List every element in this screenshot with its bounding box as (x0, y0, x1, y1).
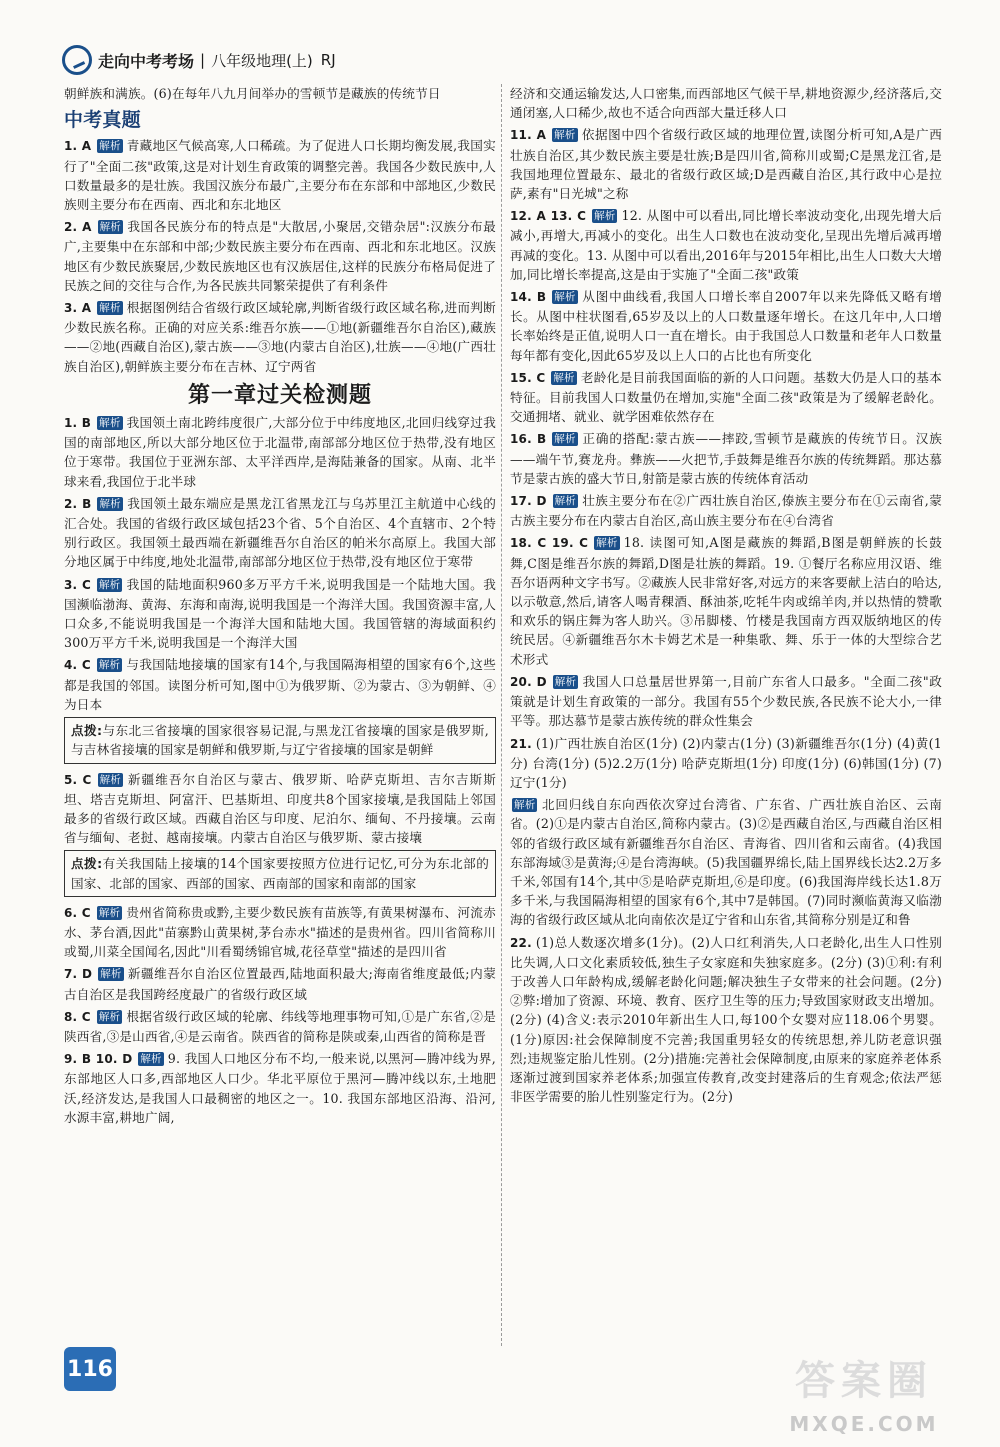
answer-item (510, 287, 942, 365)
answer-number: 14. B (510, 290, 547, 305)
header-subject: 八年级地理(上) (211, 51, 313, 70)
header-edition: RJ (320, 51, 336, 69)
answer-item (64, 413, 496, 491)
tip-box-1 (64, 717, 496, 763)
answer-item (64, 655, 496, 714)
analysis-tag: 解析 (98, 659, 121, 672)
page-number: 116 (64, 1347, 116, 1391)
analysis-tag: 解析 (99, 773, 121, 786)
right-continuation: 经济和交通运输发达,人口密集,而西部地区气候干旱,耕地资源少,经济落后,交通闭塞,人口稀少,故也不适合向西部大量迁移人口 (510, 86, 942, 121)
analysis-tag: 解析 (100, 968, 122, 981)
tip-text: 有关我国陆上接壤的14个国家要按照方位进行记忆,可分为东北部的国家、北部的国家、西部的国家、西南部的国家和南部的国家 (71, 856, 489, 891)
analysis-tag: 解析 (99, 497, 121, 510)
brand-logo-icon (62, 45, 92, 75)
answer-number: 3. A (64, 301, 92, 316)
left-column (64, 84, 496, 1130)
analysis-text: 北回归线自东向西依次穿过台湾省、广东省、广西壮族自治区、云南省。(2)①是内蒙古自治区,简称内蒙古。(3)②是西藏自治区,与西藏自治区相邻的省级行政区域有新疆维吾尔自治区、青海省、四川省和云南省。(4)我国东部海域③是黄海;④是台湾海峡。(5)我国疆界绵长,陆上国界线长达2.2万多千米,邻国有14个,其中⑤是哈萨克斯坦,⑥是印度。(6)我国海岸线长达1.8万多千米,与我国隔海相望的国家有6个,其中7是韩国。(7)同时濒临黄海又临渤海的省级行政区域从北向南依次是辽宁省和山东省,其简称分别是辽和鲁 (510, 797, 942, 928)
answer-item (64, 964, 496, 1003)
answer-item (64, 575, 496, 653)
analysis-tag: 解析 (596, 537, 618, 550)
answer-number: 17. D (510, 494, 547, 509)
analysis-tag: 解析 (594, 210, 616, 223)
page-header (62, 40, 942, 80)
answer-number: 5. C (64, 772, 92, 787)
answer-item (510, 206, 942, 284)
tip-text: 与东北三省接壤的国家很容易记混,与黑龙江省接壤的国家是俄罗斯,与吉林省接壤的国家是朝鲜和俄罗斯,与辽宁省接壤的国家是朝鲜 (71, 723, 489, 758)
analysis-21 (510, 795, 942, 929)
answer-text: 12. 从图中可以看出,同比增长率波动变化,出现先增大后减小,再增大,再减小的变化。出生人口数也在波动变化,呈现出先增后减再增再减的变化。13. 从图中可以看出,2016年与2015年相比,出生人口数大大增加,同比增长率提高,这是由于实施了"全面二孩"政策 (510, 208, 943, 282)
answer-item (510, 125, 942, 203)
answer-key: (1)广西壮族自治区(1分) (2)内蒙古(1分) (3)新疆维吾尔(1分) (4)黄(1分) 台湾(1分) (5)2.2万(1分) 哈萨克斯坦(1分) 印度(1分) (6)韩国(1分) (7)辽宁(1分) (510, 735, 942, 790)
answer-text: 壮族主要分布在②广西壮族自治区,傣族主要分布在①云南省,蒙古族主要分布在内蒙古自治区,高山族主要分布在④台湾省 (510, 493, 942, 529)
answer-text: 9. 我国人口地区分布不均,一般来说,以黑河—腾冲线为界,东部地区人口多,西部地区人口少。华北平原位于黑河—腾冲线以东,土地肥沃,经济发达,是我国人口最稠密的地区之一。10. 我国东部地区沿海、沿河,水源丰富,耕地广阔, (64, 1051, 496, 1125)
chapter-answers-list-b (64, 903, 496, 1127)
answer-text: 贵州省简称贵或黔,主要少数民族有苗族等,有黄果树瀑布、河流赤水、茅台酒,因此"苗寨黔山黄果树,茅台赤水"描述的是贵州省。四川省简称川或蜀,川菜全国闻名,因此"川看蜀绣锦官城,花径草堂"描述的是四川省 (64, 904, 496, 960)
header-separator: | (200, 51, 206, 69)
answer-number: 16. B (510, 432, 547, 447)
answer-number: 1. A (64, 139, 92, 154)
answer-number: 12. A 13. C (510, 209, 587, 224)
answer-text: 新疆维吾尔自治区位置最西,陆地面积最大;海南省维度最低;内蒙古自治区是我国跨经度最广的省级行政区域 (64, 966, 496, 1002)
answer-number: 9. B 10. D (64, 1052, 133, 1067)
answer-number: 2. A (64, 220, 92, 235)
answer-text: 新疆维吾尔自治区与蒙古、俄罗斯、哈萨克斯坦、吉尔吉斯斯坦、塔吉克斯坦、阿富汗、巴基斯坦、印度共8个国家接壤,是我国陆上邻国最多的省级行政区域。西藏自治区与印度、尼泊尔、缅甸、不丹接壤。云南省与缅甸、老挝、越南接壤。内蒙古自治区与俄罗斯、蒙古接壤 (64, 771, 496, 846)
answer-text: 与我国陆地接壤的国家有14个,与我国隔海相望的国家有6个,这些都是我国的邻国。读图分析可知,图中①为俄罗斯、②为蒙古、③为朝鲜、④为日本 (64, 657, 496, 712)
answer-item (510, 429, 942, 488)
analysis-tag: 解析 (514, 799, 536, 812)
answer-number: 22. (510, 935, 532, 950)
answer-number: 11. A (510, 128, 547, 143)
column-divider (501, 84, 502, 1346)
brand-name: 走向中考考场 (98, 51, 195, 71)
answer-item (510, 491, 942, 530)
answer-item (64, 136, 496, 214)
analysis-tag: 解析 (140, 1053, 162, 1066)
answer-text: 根据省级行政区域的轮廓、纬线等地理事物可知,①是广东省,②是陕西省,③是山西省,④是云南省。陕西省的简称是陕或秦,山西省的简称是晋 (64, 1008, 496, 1044)
answer-item-22 (510, 933, 942, 1107)
answer-text: 我国人口总量居世界第一,目前广东省人口最多。"全面二孩"政策就是计划生育政策的一部分。我国有55个少数民族,各民族不论大小,一律平等。那达慕节是蒙古族传统的群众性集会 (510, 673, 942, 729)
intro-continuation: 朝鲜族和满族。(6)在每年八九月间举办的雪顿节是藏族的传统节日 (64, 86, 441, 101)
answer-text: 我国领土最东端应是黑龙江省黑龙江与乌苏里江主航道中心线的汇合处。我国的省级行政区域包括23个省、5个自治区、4个直辖市、2个特别行政区。我国领土最西端在新疆维吾尔自治区的帕米尔高原上。我国大部分地区属于中纬度,地处北温带,南部部分地区位于热带,没有地区位于寒带 (64, 495, 496, 570)
chapter-title: 第一章过关检测题 (187, 382, 372, 408)
answer-number: 6. C (64, 905, 91, 920)
answer-number: 1. B (64, 416, 92, 431)
analysis-tag: 解析 (98, 906, 121, 919)
answer-item-21 (510, 734, 942, 793)
analysis-tag: 解析 (99, 221, 121, 234)
answer-item (510, 533, 942, 668)
section-title-exam: 中考真题 (64, 109, 141, 132)
exam-answers-list (64, 136, 496, 375)
analysis-tag: 解析 (98, 578, 121, 591)
answer-number: 18. C 19. C (510, 536, 589, 551)
answer-text: 我国领土南北跨纬度很广,大部分位于中纬度地区,北回归线穿过我国的南部地区,所以大部分地区位于北温带,南部部分地区位于热带,没有地区位于寒带。我国位于亚洲东部、太平洋西岸,是海陆兼备的国家。从南、北半球来看,我国位于北半球 (64, 415, 496, 489)
answer-number: 7. D (64, 967, 93, 982)
chapter-answers-list-a (64, 413, 496, 714)
answer-number: 8. C (64, 1009, 91, 1024)
analysis-tag: 解析 (554, 291, 576, 304)
answer-item (64, 770, 496, 848)
analysis-tag: 解析 (99, 302, 121, 315)
answer-text: 从图中曲线看,我国人口增长率自2007年以来先降低又略有增长。从图中柱状图看,65岁及以上的人口数量逐年增长。在这几年中,人口增长率始终是正值,说明人口一直在增长。由于我国总人口数量和老年人口数量每年都有变化,因此65岁及以上人口的占比也有所变化 (510, 289, 942, 363)
answer-item (510, 672, 942, 731)
answer-number: 21. (510, 736, 532, 751)
answer-item (64, 1007, 496, 1046)
analysis-tag: 解析 (554, 129, 576, 142)
answer-text: 我国各民族分布的特点是"大散居,小聚居,交错杂居":汉族分布最广,主要集中在东部和中部;少数民族主要分布在西南、西北和东北地区。汉族地区有少数民族聚居,少数民族地区也有汉族居住,这样的民族分布格局促进了民族之间的交往与合作,为各民族共同繁荣提供了有利条件 (64, 219, 496, 293)
answer-text: 依据图中四个省级行政区域的地理位置,读图分析可知,A是广西壮族自治区,其少数民族主要是壮族;B是四川省,简称川或蜀;C是黑龙江省,是我国地理位置最东、最北的省级行政区域;D是西藏自治区,其行政中心是拉萨,素有"日光城"之称 (510, 127, 942, 202)
answer-text: 老龄化是目前我国面临的新的人口问题。基数大仍是人口的基本特征。目前我国人口数量仍在增加,实施"全面二孩"政策是为了缓解老龄化。交通拥堵、就业、就学困难依然存在 (510, 369, 942, 425)
answer-item (510, 368, 942, 427)
answer-item (64, 494, 496, 572)
answer-number: 3. C (64, 577, 91, 592)
analysis-tag: 解析 (98, 1010, 121, 1023)
tip-box-2 (64, 850, 496, 896)
analysis-tag: 解析 (99, 417, 121, 430)
tip-label: 点拨: (71, 723, 103, 739)
analysis-tag: 解析 (553, 371, 575, 384)
analysis-tag: 解析 (99, 140, 121, 153)
analysis-tag: 解析 (554, 433, 576, 446)
analysis-tag: 解析 (554, 495, 577, 508)
watermark-logo: 答案圈 (795, 1358, 933, 1404)
watermark-url: MXQE.COM (789, 1412, 939, 1436)
tip-label: 点拨: (71, 856, 103, 872)
answer-text: 我国的陆地面积960多万平方千米,说明我国是一个陆地大国。我国濒临渤海、黄海、东海和南海,说明我国是一个海洋大国。我国资源丰富,人口众多,不能说明我国是一个海洋大国和陆地大国。我国管辖的海域面积约300万平方千米,说明我国是一个海洋大国 (64, 576, 496, 651)
answer-text: 青藏地区气候高寒,人口稀疏。为了促进人口长期均衡发展,我国实行了"全面二孩"政策,这是对计划生育政策的调整完善。我国各少数民族中,人口数量最多的是壮族。我国汉族分布最广,主要分布在东部和中部地区,少数民族则主要分布在西南、西北和东北地区 (64, 138, 496, 213)
answer-number: 15. C (510, 370, 546, 385)
answer-item (64, 298, 496, 376)
answer-item (64, 1049, 496, 1127)
analysis-tag: 解析 (554, 675, 577, 688)
answer-text: 正确的搭配:蒙古族——摔跤,雪顿节是藏族的传统节日。汉族——端午节,赛龙舟。彝族——火把节,手鼓舞是维吾尔族的传统舞蹈。那达慕节是蒙古族的盛大节日,射箭是蒙古族的传统体育活动 (510, 431, 942, 486)
answer-text: 根据图例结合省级行政区域轮廓,判断省级行政区域名称,进而判断少数民族名称。正确的对应关系:维吾尔族——①地(新疆维吾尔自治区),藏族——②地(西藏自治区),蒙古族——③地(内蒙古自治区),壮族——④地(广西壮族自治区),朝鲜族主要分布在吉林、辽宁两省 (64, 300, 496, 374)
answer-item (64, 217, 496, 295)
answer-item (64, 903, 496, 962)
answer-text: (1)总人数逐次增多(1分)。(2)人口红利消失,人口老龄化,出生人口性别比失调,人口文化素质较低,独生子女家庭和失独家庭多。(2分) (3)①利:有利于改善人口年龄构成,缓解老龄化问题;解决独生子女带来的社会问题。(2分) ②弊:增加了资源、环境、教育、医疗卫生等的压力;导致国家财政支出增加。(2分) (4)含义:表示2010年新出生人口,每100个女婴对应118.06个男婴。(1分)原因:社会保障制度不完善;我国重男轻女的传统思想,养儿防老意识强烈;违规鉴定胎儿性别。(2分)措施:完善社会保障制度,由原来的家庭养老体系逐渐过渡到国家养老体系;加强宣传教育,改变封建落后的生育观念;依法严惩非医学需要的胎儿性别鉴定行为。(2分) (510, 934, 942, 1105)
answer-number: 2. B (64, 496, 92, 511)
right-column (510, 84, 942, 1109)
answer-number: 4. C (64, 658, 91, 673)
watermark (764, 1356, 964, 1436)
answer-text: 18. 读图可知,A图是藏族的舞蹈,B图是朝鲜族的长鼓舞,C图是维吾尔族的舞蹈,D图是壮族的舞蹈。19. ①餐厅名称应用汉语、维吾尔语两种文字书写。②藏族人民非常好客,对远方的来客要献上洁白的哈达,以示敬意,然后,请客人喝青稞酒、酥油茶,吃牦牛肉或绵羊肉,并以热情的赞歌和欢乐的锅庄舞为客人助兴。③吊脚楼、竹楼是我国南方西双版纳地区的传统民居。④新疆维吾尔木卡姆艺术是一种集歌、舞、乐于一体的大型综合艺术形式 (510, 535, 942, 667)
answer-number: 20. D (510, 674, 547, 689)
right-answers-list (510, 125, 942, 730)
